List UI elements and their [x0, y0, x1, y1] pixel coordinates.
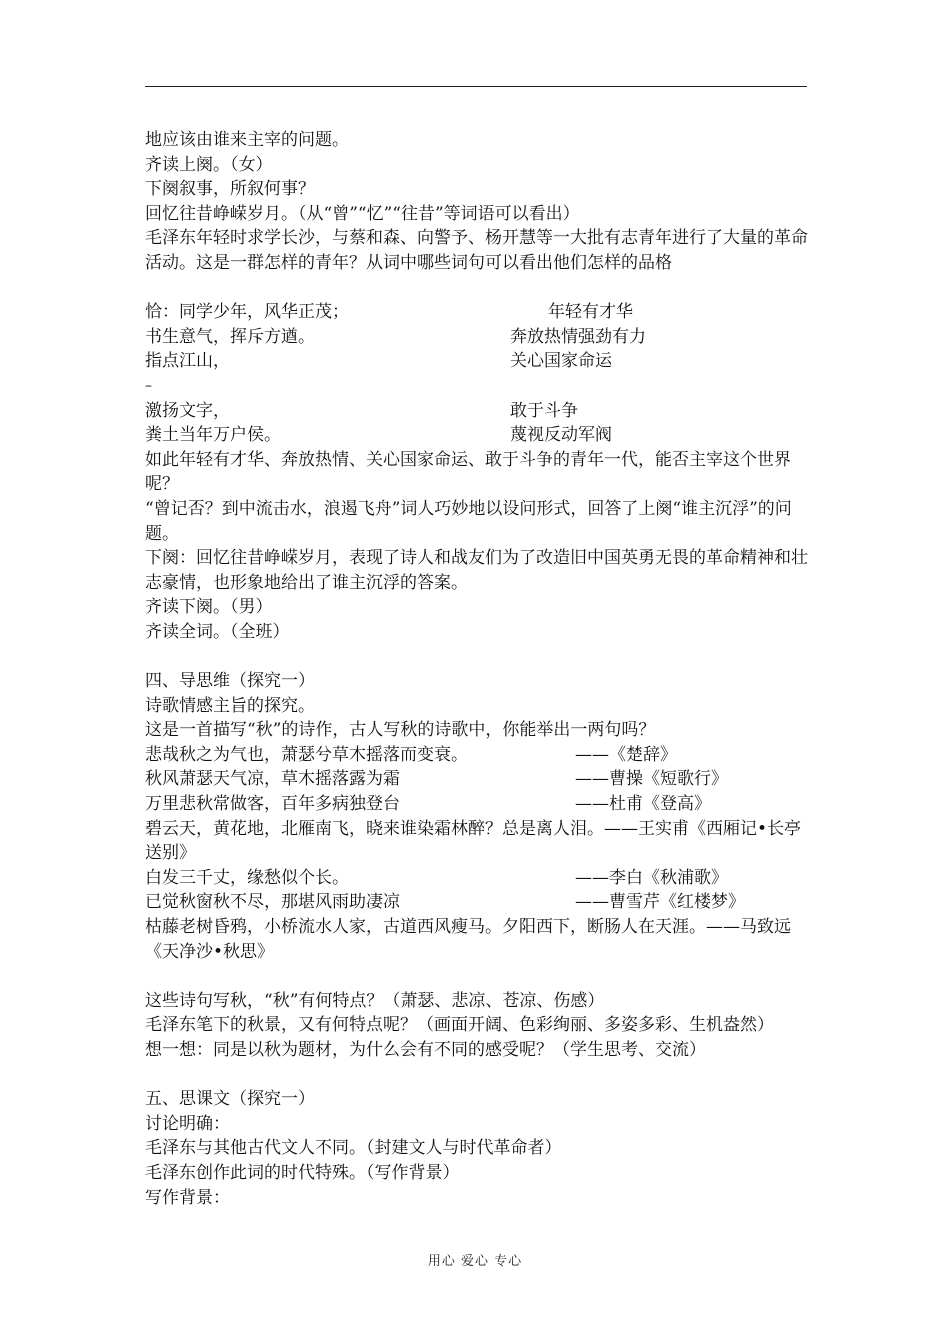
poem-quote [145, 866, 810, 891]
quote-source: ——杜甫《登高》 [575, 794, 711, 815]
section-heading: 五、思课文（探究一） [145, 1089, 315, 1110]
analysis-row [145, 325, 810, 350]
stray-dash: – [145, 377, 152, 394]
text-line: 毛泽东与其他古代文人不同。（封建文人与时代革命者） [145, 1138, 562, 1159]
text-line: 毛泽东创作此词的时代特殊。（写作背景） [145, 1162, 460, 1183]
text-line: 想一想：同是以秋为题材，为什么会有不同的感受呢？（学生思考、交流） [145, 1039, 706, 1060]
character-trait: 关心国家命运 [510, 351, 612, 372]
poem-quote [145, 890, 810, 915]
analysis-row [145, 300, 810, 325]
text-line: 下阕叙事，所叙何事？ [145, 179, 315, 200]
character-trait: 蔑视反动军阀 [510, 425, 612, 446]
page-footer: 用心 爱心 专心 [427, 1254, 523, 1269]
blank-line [145, 276, 810, 301]
poem-quote [145, 743, 810, 768]
blank-line [145, 644, 810, 669]
analysis-row [145, 349, 810, 374]
text-line: 这些诗句写秋，“秋”有何特点？（萧瑟、悲凉、苍凉、伤感） [145, 990, 605, 1011]
text-paragraph: 如此年轻有才华、奔放热情、关心国家命运、敢于斗争的青年一代，能否主宰这个世界呢？ [145, 449, 791, 495]
analysis-row [145, 423, 810, 448]
text-line: 地应该由谁来主宰的问题。 [145, 130, 349, 150]
quote-text: 已觉秋窗秋不尽，那堪风雨助凄凉 [145, 892, 400, 913]
text-line: 诗歌情感主旨的探究。 [145, 695, 315, 716]
blank-line [145, 964, 810, 989]
text-paragraph: 毛泽东年轻时求学长沙，与蔡和森、向警予、杨开慧等一大批有志青年进行了大量的革命活动。这是一群怎样的青年？从词中哪些词句可以看出他们怎样的品格 [145, 228, 808, 273]
text-line: 齐读下阕。（男） [145, 597, 273, 618]
character-trait: 年轻有才华 [548, 302, 633, 323]
text-line: 讨论明确： [145, 1113, 230, 1134]
lyric-phrase: 指点江山， [145, 351, 230, 372]
quote-source: ——曹雪芹《红楼梦》 [575, 892, 745, 913]
quote-source: ——李白《秋浦歌》 [575, 867, 728, 888]
lyric-phrase: 恰：同学少年，风华正茂； [145, 302, 349, 323]
poem-quote: 枯藤老树昏鸦，小桥流水人家，古道西风瘦马。夕阳西下，断肠人在天涯。——马致远《天净沙•秋思》 [145, 917, 791, 962]
document-body [145, 128, 810, 1210]
text-line: 齐读上阕。（女） [145, 154, 273, 175]
text-paragraph: 下阕：回忆往昔峥嵘岁月，表现了诗人和战友们为了改造旧中国英勇无畏的革命精神和壮志豪情，也形象地给出了谁主沉浮的答案。 [145, 548, 808, 593]
poem-quote: 碧云天，黄花地，北雁南飞，晓来谁染霜林醉？总是离人泪。——王实甫《西厢记•长亭送别》 [145, 818, 802, 864]
poem-quote [145, 767, 810, 792]
quote-text: 白发三千丈，缘愁似个长。 [145, 867, 349, 888]
quote-text: 秋风萧瑟天气凉，草木摇落露为霜 [145, 769, 400, 790]
section-heading: 四、导思维（探究一） [145, 671, 315, 692]
quote-source: ——曹操《短歌行》 [575, 769, 728, 790]
header-rule [145, 86, 807, 87]
text-line: 齐读全词。（全班） [145, 621, 290, 642]
analysis-row [145, 399, 810, 424]
poem-quote [145, 792, 810, 817]
quote-text: 万里悲秋常做客，百年多病独登台 [145, 794, 400, 815]
quote-source: ——《楚辞》 [575, 744, 677, 765]
quote-text: 悲哉秋之为气也，萧瑟兮草木摇落而变衰。 [145, 744, 468, 765]
lyric-phrase: 激扬文字， [145, 400, 230, 421]
text-line: 写作背景： [145, 1187, 230, 1208]
text-paragraph: “曾记否？到中流击水，浪遏飞舟”词人巧妙地以设问形式，回答了上阕“谁主沉浮”的问题。 [145, 498, 792, 544]
character-trait: 奔放热情强劲有力 [510, 326, 646, 347]
blank-line [145, 1063, 810, 1088]
lyric-phrase: 粪土当年万户侯。 [145, 425, 281, 446]
text-line: 回忆往昔峥嵘岁月。（从“曾”“忆”“往昔”等词语可以看出） [145, 203, 580, 224]
text-line: 毛泽东笔下的秋景，又有何特点呢？（画面开阔、色彩绚丽、多姿多彩、生机盎然） [145, 1015, 774, 1036]
character-trait: 敢于斗争 [510, 400, 578, 421]
text-line: 这是一首描写“秋”的诗作，古人写秋的诗歌中，你能举出一两句吗？ [145, 720, 656, 741]
lyric-phrase: 书生意气，挥斥方遒。 [145, 326, 315, 347]
